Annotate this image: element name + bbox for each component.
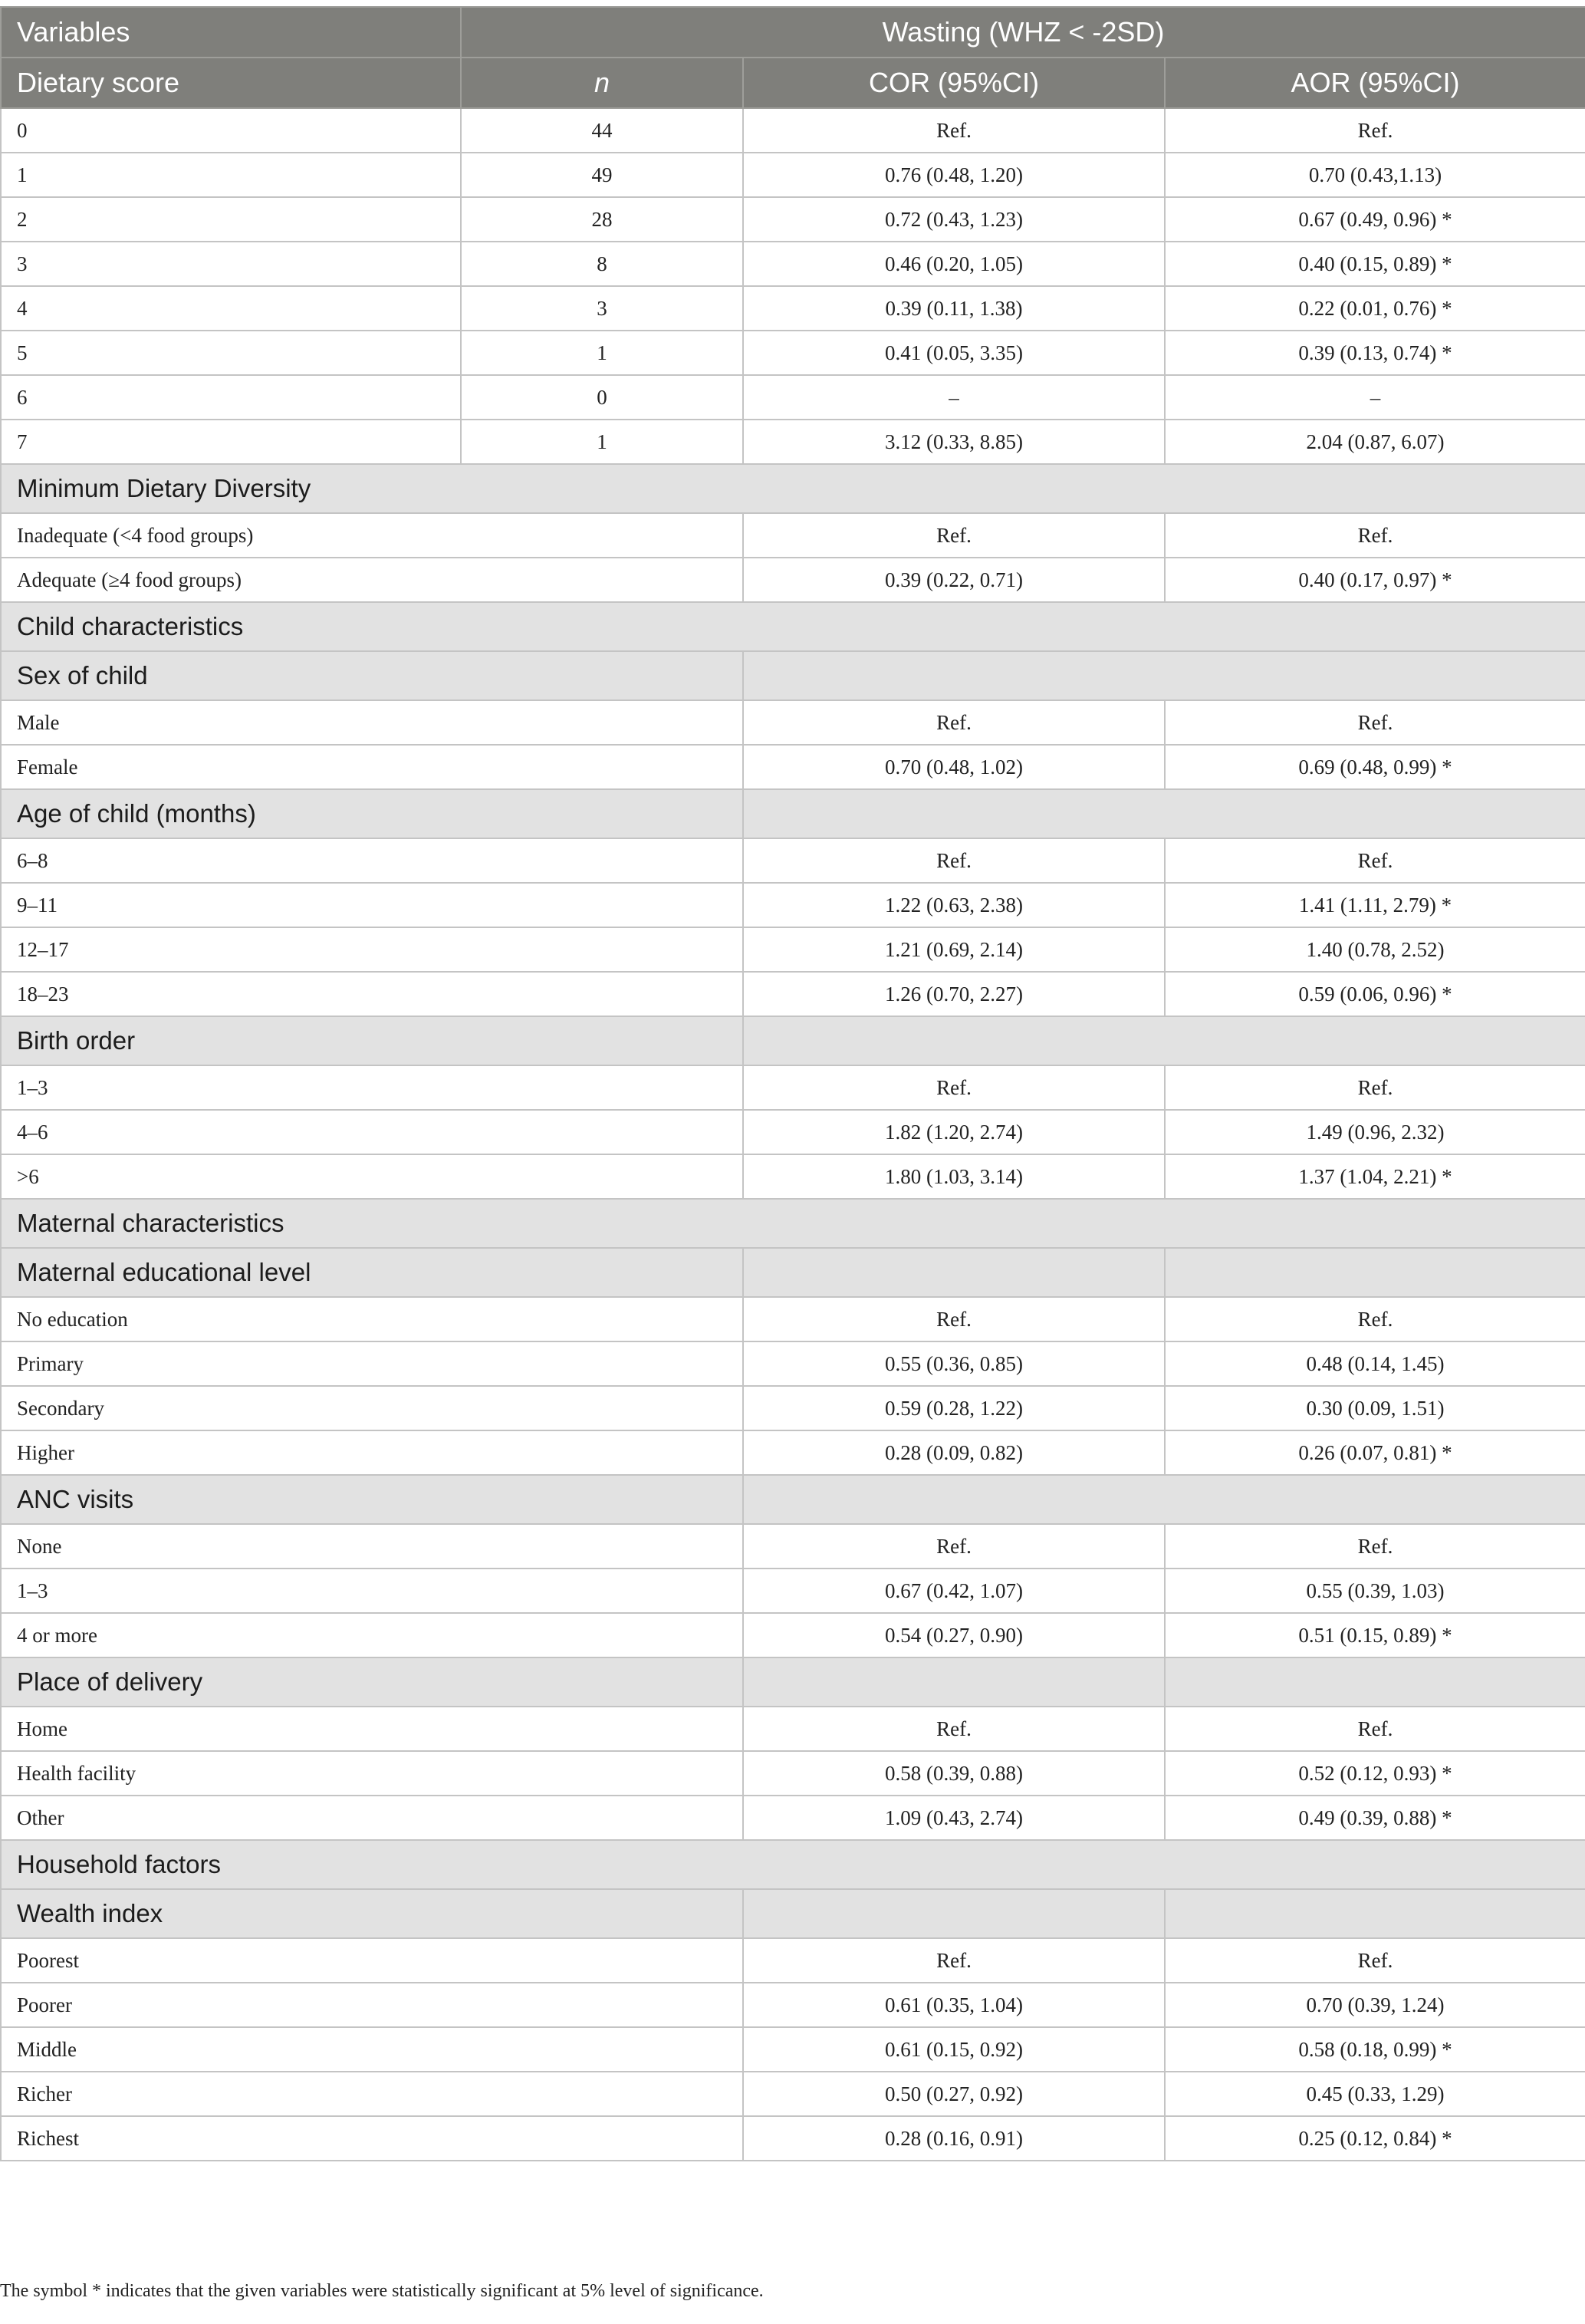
results-table <box>0 6 1585 2161</box>
row-cor: Ref. <box>743 1938 1165 1983</box>
header-row-1 <box>1 7 1585 58</box>
section-household <box>1 1840 1585 1889</box>
row-cor: 0.39 (0.22, 0.71) <box>743 558 1165 602</box>
row-label: Male <box>1 700 743 745</box>
table-row <box>1 1751 1585 1796</box>
row-label: Middle <box>1 2027 743 2072</box>
subsection-anc-title: ANC visits <box>1 1475 743 1524</box>
section-mdd <box>1 464 1585 513</box>
table-row <box>1 2116 1585 2161</box>
table-row <box>1 1110 1585 1154</box>
section-mdd-title: Minimum Dietary Diversity <box>1 464 1585 513</box>
table-row <box>1 1154 1585 1199</box>
row-aor: 0.39 (0.13, 0.74) * <box>1165 331 1585 375</box>
row-cor: Ref. <box>743 700 1165 745</box>
section-blank <box>743 1248 1165 1297</box>
section-blank <box>743 651 1585 700</box>
row-aor: 0.40 (0.15, 0.89) * <box>1165 242 1585 286</box>
row-n: 44 <box>461 108 743 153</box>
row-cor: Ref. <box>743 1707 1165 1751</box>
row-cor: 0.55 (0.36, 0.85) <box>743 1341 1165 1386</box>
row-label: Female <box>1 745 743 789</box>
row-label: None <box>1 1524 743 1569</box>
subsection-education-title: Maternal educational level <box>1 1248 743 1297</box>
row-aor: Ref. <box>1165 1065 1585 1110</box>
section-maternal-title: Maternal characteristics <box>1 1199 1585 1248</box>
row-cor: – <box>743 375 1165 420</box>
table-footnote: The symbol * indicates that the given variables were statistically significant at 5% level of significance. <box>0 2281 764 2301</box>
table-row <box>1 331 1585 375</box>
row-cor: 1.80 (1.03, 3.14) <box>743 1154 1165 1199</box>
table-row <box>1 286 1585 331</box>
row-label: Richer <box>1 2072 743 2116</box>
row-aor: Ref. <box>1165 1524 1585 1569</box>
row-cor: 1.09 (0.43, 2.74) <box>743 1796 1165 1840</box>
table-row <box>1 745 1585 789</box>
row-label: 9–11 <box>1 883 743 927</box>
header-n-label: n <box>594 67 610 98</box>
row-n: 1 <box>461 331 743 375</box>
row-aor: 0.51 (0.15, 0.89) * <box>1165 1613 1585 1657</box>
subsection-age-title: Age of child (months) <box>1 789 743 838</box>
row-label: 7 <box>1 420 461 464</box>
row-aor: 1.40 (0.78, 2.52) <box>1165 927 1585 972</box>
row-cor: 1.22 (0.63, 2.38) <box>743 883 1165 927</box>
row-cor: 0.59 (0.28, 1.22) <box>743 1386 1165 1430</box>
row-n: 1 <box>461 420 743 464</box>
table-row <box>1 197 1585 242</box>
table-row <box>1 420 1585 464</box>
row-cor: 0.58 (0.39, 0.88) <box>743 1751 1165 1796</box>
row-cor: Ref. <box>743 838 1165 883</box>
row-cor: 0.46 (0.20, 1.05) <box>743 242 1165 286</box>
header-outcome: Wasting (WHZ < -2SD) <box>461 7 1585 58</box>
section-maternal <box>1 1199 1585 1248</box>
row-label: 6–8 <box>1 838 743 883</box>
row-label: 1 <box>1 153 461 197</box>
row-label: Secondary <box>1 1386 743 1430</box>
subsection-wealth-title: Wealth index <box>1 1889 743 1938</box>
row-aor: Ref. <box>1165 838 1585 883</box>
subsection-birth-order <box>1 1016 1585 1065</box>
table-row <box>1 558 1585 602</box>
row-aor: 1.49 (0.96, 2.32) <box>1165 1110 1585 1154</box>
row-label: Poorest <box>1 1938 743 1983</box>
row-aor: 0.59 (0.06, 0.96) * <box>1165 972 1585 1016</box>
table-row <box>1 513 1585 558</box>
table-row <box>1 2072 1585 2116</box>
row-aor: Ref. <box>1165 108 1585 153</box>
table-row <box>1 1796 1585 1840</box>
row-label: Other <box>1 1796 743 1840</box>
row-cor: Ref. <box>743 1297 1165 1341</box>
row-label: 4 <box>1 286 461 331</box>
table-row <box>1 1707 1585 1751</box>
table-row <box>1 927 1585 972</box>
header-cor: COR (95%CI) <box>743 58 1165 108</box>
row-label: 12–17 <box>1 927 743 972</box>
subsection-anc <box>1 1475 1585 1524</box>
table-row <box>1 972 1585 1016</box>
row-aor: Ref. <box>1165 1938 1585 1983</box>
row-cor: 0.28 (0.09, 0.82) <box>743 1430 1165 1475</box>
row-label: Higher <box>1 1430 743 1475</box>
subsection-sex-title: Sex of child <box>1 651 743 700</box>
row-label: Primary <box>1 1341 743 1386</box>
row-cor: 0.54 (0.27, 0.90) <box>743 1613 1165 1657</box>
row-aor: 1.37 (1.04, 2.21) * <box>1165 1154 1585 1199</box>
row-aor: Ref. <box>1165 513 1585 558</box>
row-label: Adequate (≥4 food groups) <box>1 558 743 602</box>
row-aor: 0.40 (0.17, 0.97) * <box>1165 558 1585 602</box>
section-blank <box>743 1657 1165 1707</box>
row-label: 18–23 <box>1 972 743 1016</box>
row-aor: 0.70 (0.43,1.13) <box>1165 153 1585 197</box>
row-label: 4 or more <box>1 1613 743 1657</box>
row-cor: 0.72 (0.43, 1.23) <box>743 197 1165 242</box>
section-blank <box>1165 1248 1585 1297</box>
section-child-title: Child characteristics <box>1 602 1585 651</box>
subsection-delivery-title: Place of delivery <box>1 1657 743 1707</box>
section-blank <box>743 1475 1585 1524</box>
table-row <box>1 242 1585 286</box>
header-variables: Variables <box>1 7 461 58</box>
row-cor: 1.82 (1.20, 2.74) <box>743 1110 1165 1154</box>
row-label: 4–6 <box>1 1110 743 1154</box>
row-cor: 1.26 (0.70, 2.27) <box>743 972 1165 1016</box>
section-household-title: Household factors <box>1 1840 1585 1889</box>
row-cor: 0.67 (0.42, 1.07) <box>743 1569 1165 1613</box>
row-cor: 0.70 (0.48, 1.02) <box>743 745 1165 789</box>
subsection-birth-order-title: Birth order <box>1 1016 743 1065</box>
row-label: 5 <box>1 331 461 375</box>
section-blank <box>1165 1657 1585 1707</box>
table-row <box>1 153 1585 197</box>
table-row <box>1 1430 1585 1475</box>
row-cor: Ref. <box>743 108 1165 153</box>
row-label: Richest <box>1 2116 743 2161</box>
subsection-age <box>1 789 1585 838</box>
row-aor: 0.48 (0.14, 1.45) <box>1165 1341 1585 1386</box>
row-aor: 0.70 (0.39, 1.24) <box>1165 1983 1585 2027</box>
row-cor: 0.50 (0.27, 0.92) <box>743 2072 1165 2116</box>
row-aor: 0.55 (0.39, 1.03) <box>1165 1569 1585 1613</box>
row-label: 3 <box>1 242 461 286</box>
row-label: 0 <box>1 108 461 153</box>
row-cor: 0.61 (0.35, 1.04) <box>743 1983 1165 2027</box>
row-label: 6 <box>1 375 461 420</box>
row-aor: 0.49 (0.39, 0.88) * <box>1165 1796 1585 1840</box>
row-label: 2 <box>1 197 461 242</box>
table-row <box>1 1983 1585 2027</box>
row-aor: Ref. <box>1165 1707 1585 1751</box>
row-aor: 0.52 (0.12, 0.93) * <box>1165 1751 1585 1796</box>
row-cor: 0.41 (0.05, 3.35) <box>743 331 1165 375</box>
table-row <box>1 1569 1585 1613</box>
table-row <box>1 375 1585 420</box>
header-row-2 <box>1 58 1585 108</box>
row-aor: 0.45 (0.33, 1.29) <box>1165 2072 1585 2116</box>
header-n <box>461 58 743 108</box>
row-n: 0 <box>461 375 743 420</box>
row-aor: 1.41 (1.11, 2.79) * <box>1165 883 1585 927</box>
row-cor: 0.28 (0.16, 0.91) <box>743 2116 1165 2161</box>
table-row <box>1 883 1585 927</box>
row-aor: 0.69 (0.48, 0.99) * <box>1165 745 1585 789</box>
row-n: 8 <box>461 242 743 286</box>
subsection-delivery <box>1 1657 1585 1707</box>
row-aor: – <box>1165 375 1585 420</box>
row-cor: 1.21 (0.69, 2.14) <box>743 927 1165 972</box>
row-label: Inadequate (<4 food groups) <box>1 513 743 558</box>
row-aor: Ref. <box>1165 1297 1585 1341</box>
row-cor: 0.39 (0.11, 1.38) <box>743 286 1165 331</box>
row-label: Poorer <box>1 1983 743 2027</box>
table-row <box>1 2027 1585 2072</box>
subsection-education <box>1 1248 1585 1297</box>
row-label: Home <box>1 1707 743 1751</box>
row-cor: 0.76 (0.48, 1.20) <box>743 153 1165 197</box>
table-row <box>1 108 1585 153</box>
row-cor: 3.12 (0.33, 8.85) <box>743 420 1165 464</box>
row-aor: 0.26 (0.07, 0.81) * <box>1165 1430 1585 1475</box>
table-row <box>1 1613 1585 1657</box>
subsection-wealth <box>1 1889 1585 1938</box>
row-label: No education <box>1 1297 743 1341</box>
row-aor: 0.25 (0.12, 0.84) * <box>1165 2116 1585 2161</box>
row-cor: Ref. <box>743 1065 1165 1110</box>
header-aor: AOR (95%CI) <box>1165 58 1585 108</box>
section-blank <box>743 789 1585 838</box>
section-blank <box>1165 1889 1585 1938</box>
row-aor: Ref. <box>1165 700 1585 745</box>
row-label: 1–3 <box>1 1569 743 1613</box>
row-cor: Ref. <box>743 1524 1165 1569</box>
row-cor: Ref. <box>743 513 1165 558</box>
row-aor: 2.04 (0.87, 6.07) <box>1165 420 1585 464</box>
section-blank <box>743 1016 1585 1065</box>
section-blank <box>743 1889 1165 1938</box>
row-label: Health facility <box>1 1751 743 1796</box>
row-aor: 0.67 (0.49, 0.96) * <box>1165 197 1585 242</box>
header-dietary-score: Dietary score <box>1 58 461 108</box>
row-n: 28 <box>461 197 743 242</box>
table-row <box>1 1341 1585 1386</box>
row-n: 49 <box>461 153 743 197</box>
table-row <box>1 1297 1585 1341</box>
table-row <box>1 1065 1585 1110</box>
section-child <box>1 602 1585 651</box>
row-aor: 0.30 (0.09, 1.51) <box>1165 1386 1585 1430</box>
row-aor: 0.22 (0.01, 0.76) * <box>1165 286 1585 331</box>
row-aor: 0.58 (0.18, 0.99) * <box>1165 2027 1585 2072</box>
row-cor: 0.61 (0.15, 0.92) <box>743 2027 1165 2072</box>
row-label: >6 <box>1 1154 743 1199</box>
table-row <box>1 1524 1585 1569</box>
row-n: 3 <box>461 286 743 331</box>
table-row <box>1 1386 1585 1430</box>
row-label: 1–3 <box>1 1065 743 1110</box>
table-row <box>1 1938 1585 1983</box>
table-row <box>1 700 1585 745</box>
table-row <box>1 838 1585 883</box>
subsection-sex <box>1 651 1585 700</box>
